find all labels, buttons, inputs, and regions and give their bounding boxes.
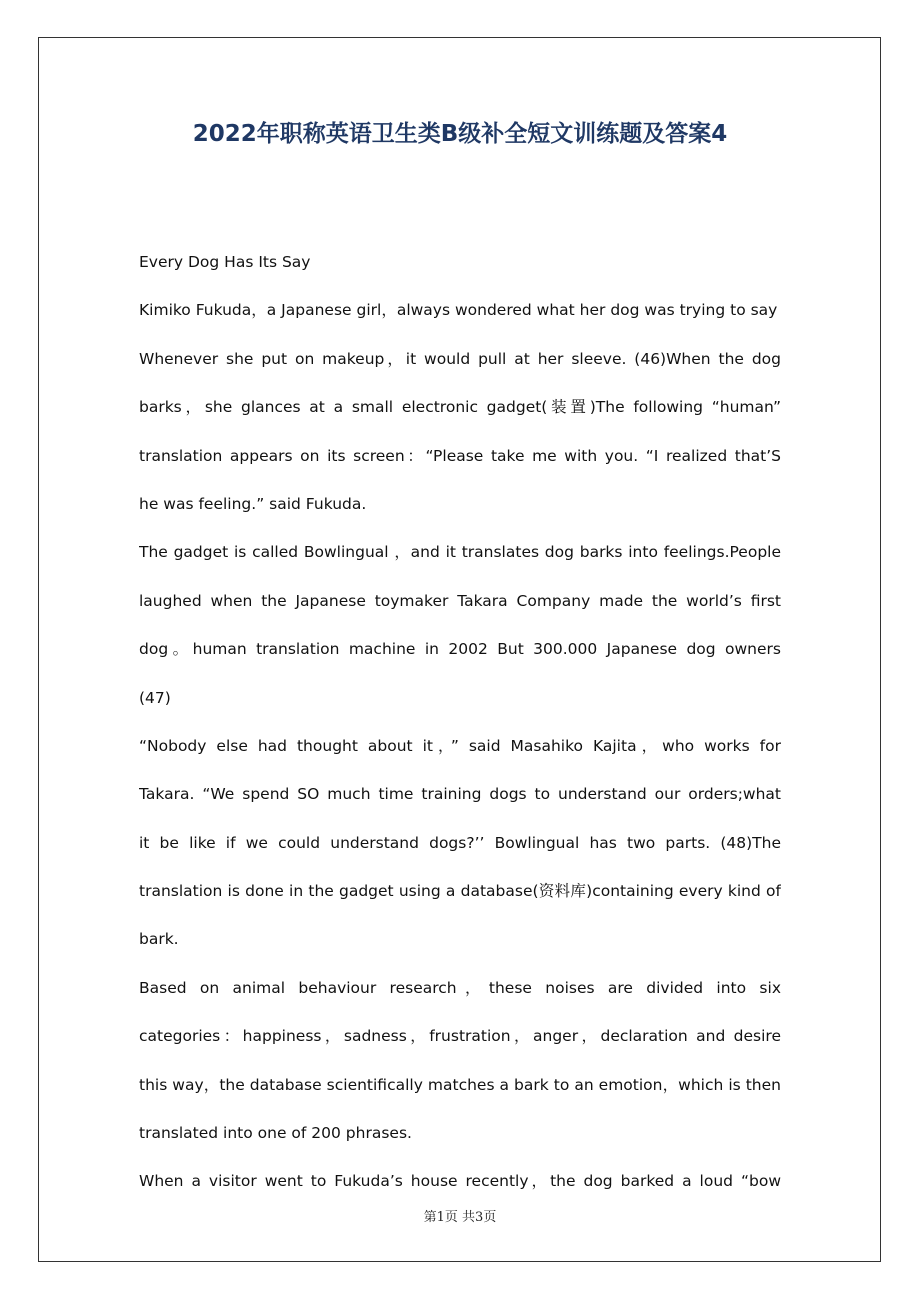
paragraph-line: Takara. “We spend SO much time training dogs to understand our orders;what [139, 785, 781, 804]
paragraph-line: “Nobody else had thought about it，” said Masahiko Kajita，who works for [139, 736, 781, 755]
paragraph-line: Whenever she put on makeup，it would pull at her sleeve. (46)When the dog [139, 349, 781, 368]
document-title: 2022年职称英语卫生类B级补全短文训练题及答案4 [192, 121, 728, 147]
paragraph-line: it be like if we could understand dogs?’’ Bowlingual has two parts. (48)The [139, 833, 781, 852]
paragraph-line: (47) [139, 688, 171, 707]
document-body [139, 238, 781, 1206]
paragraph-line: barks，she glances at a small electronic gadget(装置)The following “human” [139, 398, 781, 417]
paragraph-line: this way，the database scientifically matches a bark to an emotion，which is then [139, 1075, 781, 1094]
paragraph-line: The gadget is called Bowlingual ，and it translates dog barks into feelings.People [139, 543, 781, 562]
paragraph-line: translated into one of 200 phrases. [139, 1124, 412, 1143]
paragraph-line: Based on animal behaviour research，these noises are divided into six [139, 978, 781, 997]
paragraph-line: translation is done in the gadget using a database(资料库)containing every kind of [139, 882, 781, 901]
paragraph-line: translation appears on its screen：“Please take me with you. “I realized that’S [139, 446, 781, 465]
paragraph-line: dog。human translation machine in 2002 But 300.000 Japanese dog owners [139, 640, 781, 659]
paragraph-line: Kimiko Fukuda，a Japanese girl，always wondered what her dog was trying to say [139, 301, 778, 320]
paragraph-line: categories：happiness，sadness，frustration，anger，declaration and desire [139, 1027, 781, 1046]
paragraph-line: When a visitor went to Fukuda’s house recently，the dog barked a loud “bow [139, 1172, 781, 1191]
paragraph-line: he was feeling.” said Fukuda. [139, 494, 367, 513]
paragraph-line: Every Dog Has Its Say [139, 253, 311, 271]
paragraph-line: laughed when the Japanese toymaker Takara Company made the world’s first [139, 591, 781, 610]
paragraph-line: bark. [139, 930, 179, 949]
page-footer: 第1页 共3页 [423, 1210, 497, 1225]
